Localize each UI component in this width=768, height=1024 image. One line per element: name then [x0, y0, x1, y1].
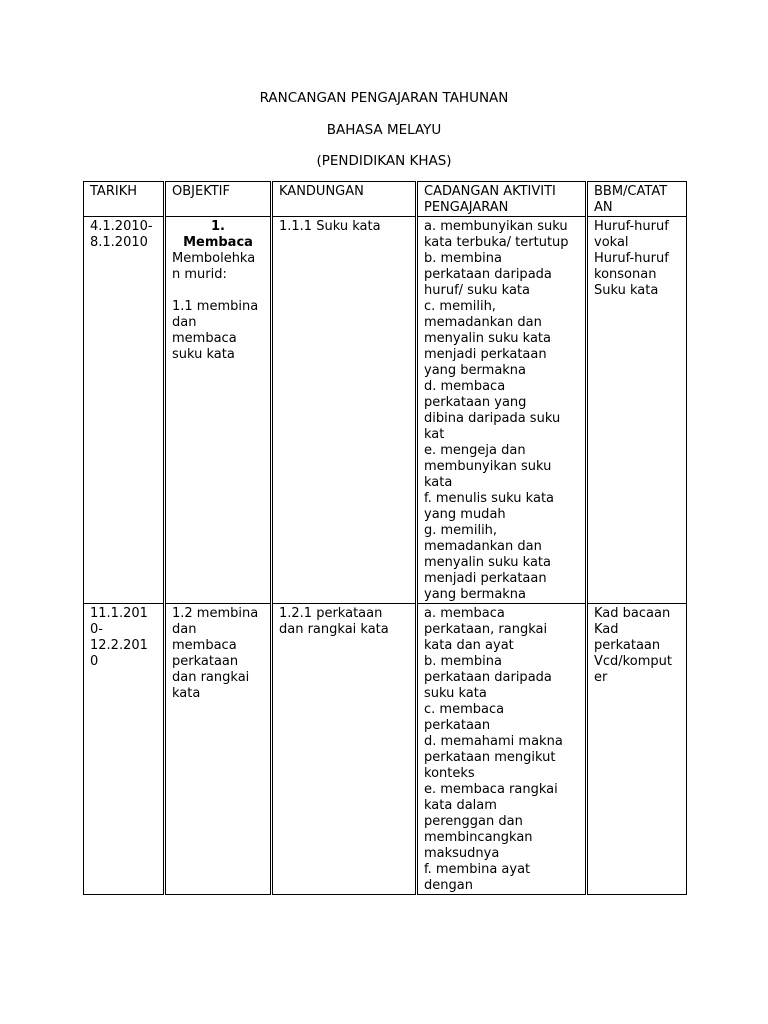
objektif-intro: Membolehka n murid:	[172, 251, 256, 282]
header-aktiviti: CADANGAN AKTIVITI PENGAJARAN	[417, 182, 587, 217]
objektif-item: 1.1 membina dan membaca suku kata	[172, 299, 259, 362]
header-kandungan: KANDUNGAN	[272, 182, 417, 217]
cell-aktiviti: a. membunyikan suku kata terbuka/ tertutup b. membina perkataan daripada huruf/ suku kata c. memilih, memadankan dan menyalin suku kata menjadi perkataan yang bermakna d. membaca perkataan yang dibina daripada suku kat e. mengeja dan membunyikan suku kata f. menulis suku kata yang mudah g. memilih, memadankan dan menyalin suku kata menjadi perkataan yang bermakna	[417, 217, 587, 604]
cell-aktiviti: a. membaca perkataan, rangkai kata dan ayat b. membina perkataan daripada suku kata c. membaca perkataan d. memahami makna perkataan mengikut konteks e. membaca rangkai kata dalam perenggan dan membincangkan maksudnya f. membina ayat dengan	[417, 604, 587, 895]
document-subject: BAHASA MELAYU	[326, 122, 442, 138]
objektif-heading: 1. Membaca	[183, 219, 253, 250]
header-objektif: OBJEKTIF	[165, 182, 272, 217]
cell-kandungan: 1.2.1 perkataan dan rangkai kata	[272, 604, 417, 895]
document-category: (PENDIDIKAN KHAS)	[316, 153, 452, 169]
cell-tarikh: 11.1.201 0- 12.2.201 0	[84, 604, 165, 895]
cell-bbm: Kad bacaan Kad perkataan Vcd/komput er	[587, 604, 687, 895]
document-title: RANCANGAN PENGAJARAN TAHUNAN	[259, 90, 509, 106]
cell-objektif: 1.2 membina dan membaca perkataan dan rangkai kata	[165, 604, 272, 895]
cell-bbm: Huruf-huruf vokal Huruf-huruf konsonan Suku kata	[587, 217, 687, 604]
header-bbm: BBM/CATAT AN	[587, 182, 687, 217]
table-row	[84, 604, 687, 895]
cell-kandungan: 1.1.1 Suku kata	[272, 217, 417, 604]
lesson-plan-table	[83, 181, 687, 895]
cell-objektif	[165, 217, 272, 604]
spacer	[172, 283, 264, 299]
table-header-row	[84, 182, 687, 217]
table-row	[84, 217, 687, 604]
header-tarikh: TARIKH	[84, 182, 165, 217]
cell-tarikh: 4.1.2010- 8.1.2010	[84, 217, 165, 604]
